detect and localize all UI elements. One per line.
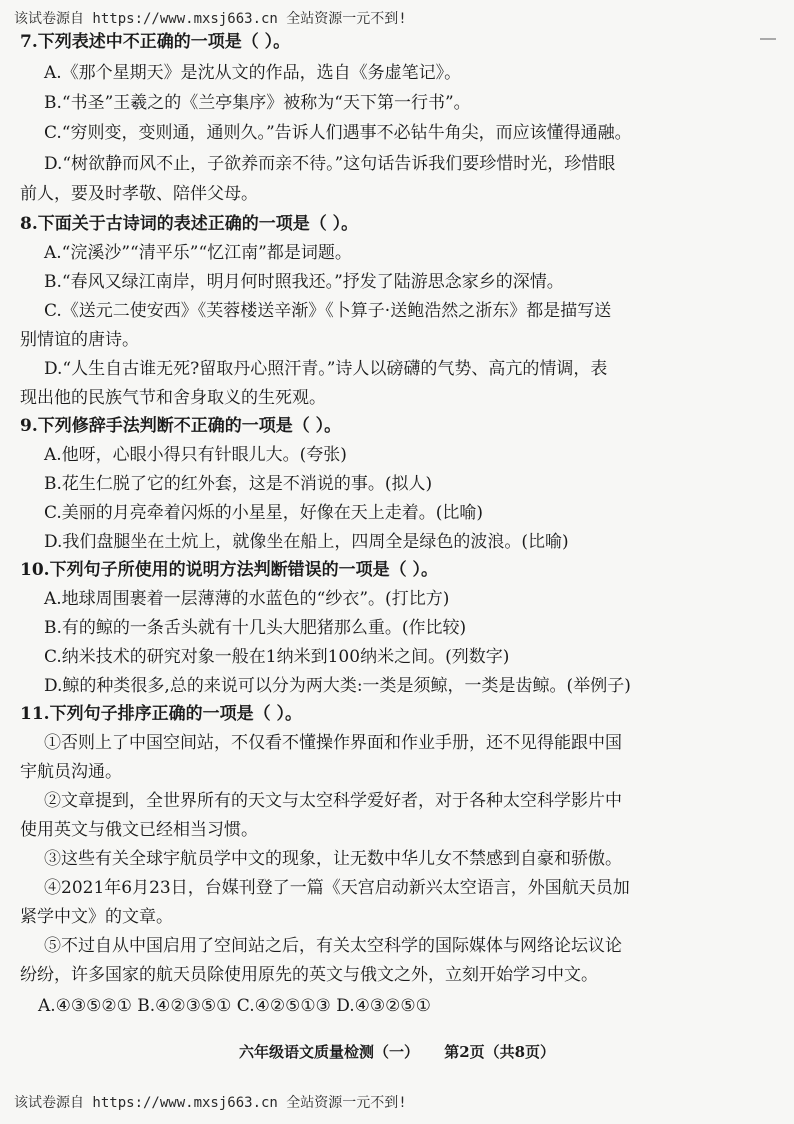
question-10-option-d: D.鲸的种类很多,总的来说可以分为两大类:一类是须鲸，一类是齿鲸。(举例子)	[44, 676, 631, 696]
question-10-title: 10.下列句子所使用的说明方法判断错误的一项是（ ）。	[20, 560, 438, 580]
question-7-title: 7.下列表述中不正确的一项是（ ）。	[20, 32, 291, 52]
question-9-option-c: C.美丽的月亮牵着闪烁的小星星，好像在天上走着。(比喻)	[44, 503, 484, 523]
footer-page-number: 第2页（共8页）	[444, 1043, 556, 1061]
question-11-sentence-1-cont: 宇航员沟通。	[20, 762, 122, 782]
question-8-title: 8.下面关于古诗词的表述正确的一项是（ ）。	[20, 214, 359, 234]
question-8-option-b: B.“春风又绿江南岸，明月何时照我还。”抒发了陆游思念家乡的深情。	[44, 272, 564, 292]
question-9-title: 9.下列修辞手法判断不正确的一项是（ ）。	[20, 416, 342, 436]
page-footer	[0, 1041, 794, 1062]
question-11-sentence-5: ⑤不过自从中国启用了空间站之后，有关太空科学的国际媒体与网络论坛议论	[44, 936, 622, 956]
watermark-top: 该试卷源自 https://www.mxsj663.cn 全站资源一元不到!	[14, 11, 407, 27]
question-9-option-b: B.花生仁脱了它的红外套，这是不消说的事。(拟人)	[44, 474, 433, 494]
question-11-sentence-2: ②文章提到，全世界所有的天文与太空科学爱好者，对于各种太空科学影片中	[44, 791, 622, 811]
question-11-sentence-2-cont: 使用英文与俄文已经相当习惯。	[20, 820, 258, 840]
question-11-options: A.④③⑤②① B.④②③⑤① C.④②⑤①③ D.④③②⑤①	[38, 996, 431, 1016]
question-11-sentence-1: ①否则上了中国空间站，不仅看不懂操作界面和作业手册，还不见得能跟中国	[44, 733, 622, 753]
question-10-option-a: A.地球周围裹着一层薄薄的水蓝色的“纱衣”。(打比方)	[44, 589, 450, 609]
footer-title: 六年级语文质量检测（一）	[238, 1043, 419, 1061]
question-7-option-c: C.“穷则变，变则通，通则久。”告诉人们遇事不必钻牛角尖，而应该懂得通融。	[44, 123, 632, 143]
question-7-option-d-cont: 前人，要及时孝敬、陪伴父母。	[20, 184, 258, 204]
question-7-option-d: D.“树欲静而风不止，子欲养而亲不待。”这句话告诉我们要珍惜时光，珍惜眼	[44, 154, 616, 174]
watermark-bottom: 该试卷源自 https://www.mxsj663.cn 全站资源一元不到!	[14, 1095, 407, 1111]
question-7-option-b: B.“书圣”王羲之的《兰亭集序》被称为“天下第一行书”。	[44, 93, 471, 113]
question-10-option-b: B.有的鲸的一条舌头就有十几头大肥猪那么重。(作比较)	[44, 618, 467, 638]
question-11-sentence-4: ④2021年6月23日，台媒刊登了一篇《天宫启动新兴太空语言，外国航天员加	[44, 878, 630, 898]
question-8-option-c-cont: 别情谊的唐诗。	[20, 330, 139, 350]
question-11-sentence-4-cont: 紧学中文》的文章。	[20, 907, 173, 927]
question-11-sentence-5-cont: 纷纷，许多国家的航天员除使用原先的英文与俄文之外，立刻开始学习中文。	[20, 965, 598, 985]
question-8-option-a: A.“浣溪沙”“清平乐”“忆江南”都是词题。	[44, 243, 352, 263]
question-10-option-c: C.纳米技术的研究对象一般在1纳米到100纳米之间。(列数字)	[44, 647, 510, 667]
question-9-option-d: D.我们盘腿坐在土炕上，就像坐在船上，四周全是绿色的波浪。(比喻)	[44, 532, 569, 552]
question-9-option-a: A.他呀，心眼小得只有针眼儿大。(夸张)	[44, 445, 347, 465]
question-11-title: 11.下列句子排序正确的一项是（ ）。	[20, 704, 302, 724]
question-8-option-c: C.《送元二使安西》《芙蓉楼送辛渐》《卜算子·送鲍浩然之浙东》都是描写送	[44, 301, 612, 321]
question-7-option-a: A.《那个星期天》是沈从文的作品，选自《务虚笔记》。	[44, 63, 462, 83]
question-8-option-d-cont: 现出他的民族气节和舍身取义的生死观。	[20, 388, 326, 408]
scan-mark	[760, 38, 776, 40]
question-8-option-d: D.“人生自古谁无死?留取丹心照汗青。”诗人以磅礴的气势、高亢的情调，表	[44, 359, 608, 379]
question-11-sentence-3: ③这些有关全球宇航员学中文的现象，让无数中华儿女不禁感到自豪和骄傲。	[44, 849, 622, 869]
